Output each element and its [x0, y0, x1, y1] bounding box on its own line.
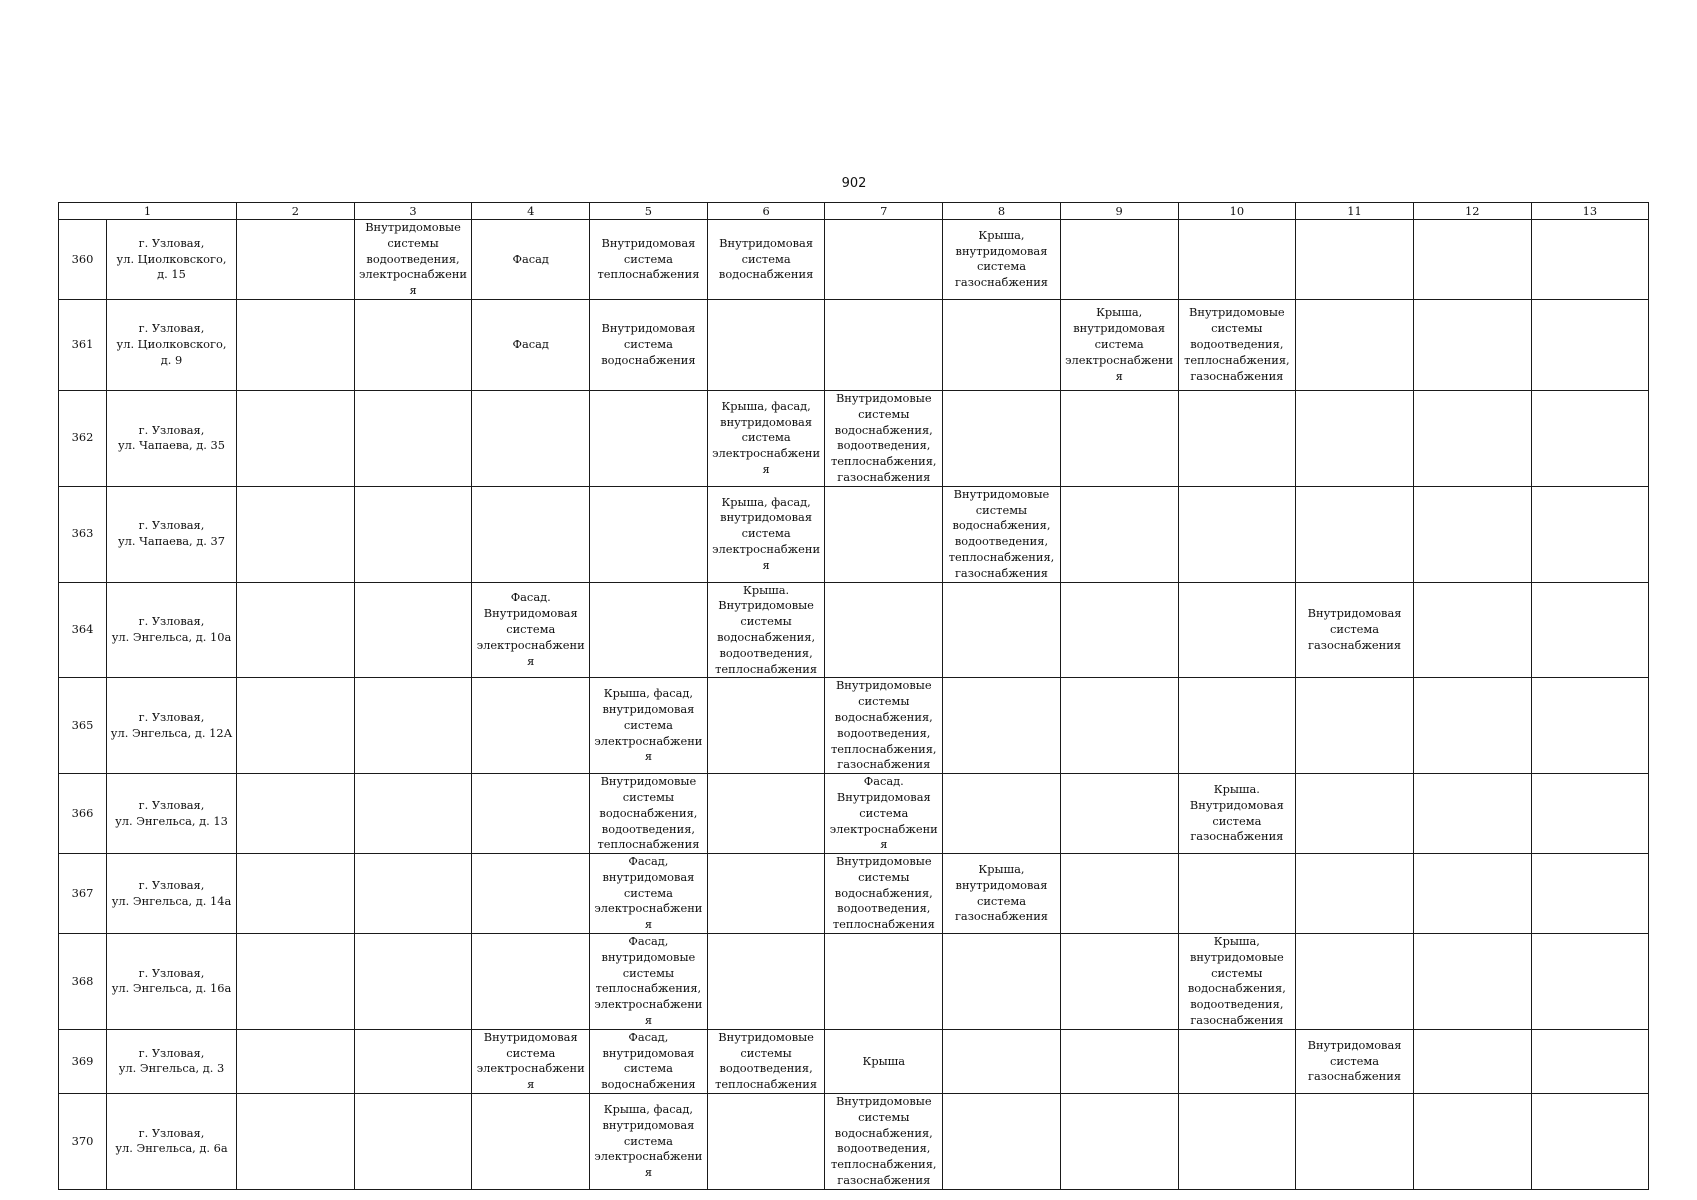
work-cell-col-13: [1531, 678, 1649, 774]
column-header-6: 6: [707, 203, 825, 220]
work-cell-col-13: [1531, 390, 1649, 486]
address-text: г. Узловая, ул. Энгельса, д. 10а: [111, 614, 232, 644]
column-header-3: 3: [354, 203, 472, 220]
work-cell-col-2: [237, 934, 355, 1030]
work-cell-col-12: [1413, 774, 1531, 854]
column-header-13: 13: [1531, 203, 1649, 220]
work-cell-col-11: [1296, 1094, 1414, 1190]
work-text: Крыша, внутридомовая система газоснабжения: [954, 227, 1048, 290]
address-text: г. Узловая, ул. Чапаева, д. 35: [117, 422, 226, 453]
work-cell-col-3: [354, 934, 472, 1030]
work-cell-col-9: [1060, 934, 1178, 1030]
work-cell-col-4: [472, 220, 590, 300]
work-cell-col-2: [237, 854, 355, 934]
work-text: Внутридомовые системы водоснабжения, водоотведения, теплоснабжения: [597, 774, 700, 852]
address-text: г. Узловая, ул. Энгельса, д. 6а: [115, 1125, 228, 1156]
work-cell-col-7: [825, 1029, 943, 1093]
work-cell-col-4: [472, 1029, 590, 1093]
work-text: Фасад: [512, 337, 549, 352]
work-text: Крыша: [862, 1053, 906, 1068]
table-row: [59, 1029, 1649, 1093]
work-text: Внутридомовые системы водоснабжения, водоотведения, теплоснабжения, газоснабжения: [948, 486, 1055, 580]
work-cell-col-2: [237, 1094, 355, 1190]
work-text: Крыша. Внутридомовая система газоснабжения: [1189, 782, 1284, 844]
work-cell-col-4: [472, 1094, 590, 1190]
work-text: Внутридомовые системы водоотведения, теплоснабжения, газоснабжения: [1184, 305, 1290, 383]
row-number: 363: [59, 486, 107, 582]
header-row: [59, 203, 1649, 220]
work-cell-col-9: [1060, 299, 1178, 390]
work-cell-col-9: [1060, 582, 1178, 678]
work-cell-col-12: [1413, 854, 1531, 934]
work-cell-col-4: [472, 582, 590, 678]
column-header-12: 12: [1413, 203, 1531, 220]
work-cell-col-12: [1413, 299, 1531, 390]
row-number: 365: [59, 678, 107, 774]
work-cell-col-11: [1296, 220, 1414, 300]
address-text: г. Узловая, ул. Энгельса, д. 13: [115, 797, 228, 828]
work-cell-col-7: [825, 299, 943, 390]
work-cell-col-3: [354, 486, 472, 582]
table-row: [59, 390, 1649, 486]
work-cell-col-8: [943, 1094, 1061, 1190]
work-cell-col-8: [943, 1029, 1061, 1093]
work-cell-col-8: [943, 854, 1061, 934]
work-cell-col-3: [354, 299, 472, 390]
work-cell-col-7: [825, 486, 943, 582]
work-cell-col-5: [590, 220, 708, 300]
table-row: [59, 299, 1649, 390]
row-number: 364: [59, 582, 107, 678]
work-cell-col-10: [1178, 486, 1296, 582]
work-cell-col-12: [1413, 1094, 1531, 1190]
work-cell-col-11: [1296, 582, 1414, 678]
work-cell-col-7: [825, 220, 943, 300]
work-cell-col-13: [1531, 220, 1649, 300]
work-cell-col-9: [1060, 854, 1178, 934]
work-text: Крыша, внутридомовая система газоснабжения: [954, 861, 1048, 924]
work-cell-col-12: [1413, 934, 1531, 1030]
work-cell-col-6: [707, 1094, 825, 1190]
work-cell-col-9: [1060, 1029, 1178, 1093]
column-header-9: 9: [1060, 203, 1178, 220]
work-cell-col-3: [354, 220, 472, 300]
work-cell-col-8: [943, 678, 1061, 774]
work-text: Фасад, внутридомовые системы теплоснабжения, электроснабжения: [594, 934, 703, 1028]
work-cell-col-9: [1060, 220, 1178, 300]
work-cell-col-6: [707, 299, 825, 390]
work-cell-col-12: [1413, 390, 1531, 486]
work-text: Фасад, внутридомовая система водоснабжения: [601, 1029, 696, 1092]
work-cell-col-8: [943, 934, 1061, 1030]
work-cell-col-3: [354, 854, 472, 934]
address-text: г. Узловая, ул. Циолковского, д. 15: [116, 235, 227, 282]
work-cell-col-3: [354, 678, 472, 774]
address-cell: [107, 678, 237, 774]
work-text: Крыша. Внутридомовые системы водоснабжения, водоотведения, теплоснабжения: [715, 582, 818, 676]
address-cell: [107, 299, 237, 390]
work-text: Фасад, внутридомовая система электроснабжения: [594, 854, 703, 932]
work-cell-col-5: [590, 854, 708, 934]
address-cell: [107, 220, 237, 300]
work-text: Внутридомовые системы водоснабжения, водоотведения, теплоснабжения, газоснабжения: [831, 1094, 937, 1188]
page-number: 902: [841, 176, 867, 191]
address-cell: [107, 582, 237, 678]
column-header-7: 7: [825, 203, 943, 220]
work-text: Крыша, фасад, внутридомовая система электроснабжения: [712, 494, 821, 572]
work-cell-col-4: [472, 678, 590, 774]
work-cell-col-13: [1531, 1094, 1649, 1190]
work-cell-col-9: [1060, 678, 1178, 774]
work-text: Крыша, внутридомовая система электроснабжения: [1065, 305, 1174, 383]
work-text: Внутридомовая система водоснабжения: [601, 321, 696, 367]
table-row: [59, 1094, 1649, 1190]
work-cell-col-7: [825, 774, 943, 854]
work-cell-col-4: [472, 299, 590, 390]
work-cell-col-10: [1178, 390, 1296, 486]
work-cell-col-6: [707, 934, 825, 1030]
work-text: Внутридомовые системы водоснабжения, водоотведения, теплоснабжения: [832, 854, 935, 932]
work-text: Внутридомовая система газоснабжения: [1307, 606, 1402, 652]
work-cell-col-8: [943, 486, 1061, 582]
address-text: г. Узловая, ул. Циолковского, д. 9: [116, 321, 227, 367]
work-cell-col-12: [1413, 582, 1531, 678]
work-text: Внутридомовая система теплоснабжения: [597, 235, 700, 282]
table-row: [59, 220, 1649, 300]
work-cell-col-10: [1178, 1094, 1296, 1190]
work-cell-col-8: [943, 220, 1061, 300]
table-header: [59, 203, 1649, 220]
address-cell: [107, 854, 237, 934]
work-cell-col-5: [590, 774, 708, 854]
work-cell-col-2: [237, 299, 355, 390]
work-cell-col-11: [1296, 854, 1414, 934]
work-cell-col-10: [1178, 582, 1296, 678]
work-text: Внутридомовая система водоснабжения: [718, 235, 814, 282]
work-cell-col-10: [1178, 1029, 1296, 1093]
row-number: 367: [59, 854, 107, 934]
work-cell-col-2: [237, 486, 355, 582]
work-text: Внутридомовая система электроснабжения: [476, 1029, 585, 1092]
work-cell-col-9: [1060, 1094, 1178, 1190]
work-cell-col-3: [354, 390, 472, 486]
work-cell-col-7: [825, 582, 943, 678]
table-row: [59, 934, 1649, 1030]
column-header-10: 10: [1178, 203, 1296, 220]
work-cell-col-5: [590, 678, 708, 774]
column-header-4: 4: [472, 203, 590, 220]
work-cell-col-6: [707, 774, 825, 854]
row-number: 366: [59, 774, 107, 854]
work-cell-col-10: [1178, 299, 1296, 390]
work-cell-col-7: [825, 1094, 943, 1190]
work-cell-col-6: [707, 582, 825, 678]
table-row: [59, 486, 1649, 582]
work-cell-col-13: [1531, 582, 1649, 678]
work-cell-col-7: [825, 678, 943, 774]
work-cell-col-2: [237, 390, 355, 486]
address-text: г. Узловая, ул. Энгельса, д. 16а: [111, 965, 232, 996]
work-cell-col-3: [354, 774, 472, 854]
work-cell-col-3: [354, 582, 472, 678]
work-cell-col-4: [472, 934, 590, 1030]
work-cell-col-6: [707, 678, 825, 774]
work-cell-col-4: [472, 390, 590, 486]
work-text: Внутридомовая система газоснабжения: [1307, 1037, 1402, 1084]
address-text: г. Узловая, ул. Энгельса, д. 3: [118, 1045, 225, 1076]
column-header-11: 11: [1296, 203, 1414, 220]
table-row: [59, 774, 1649, 854]
work-cell-col-11: [1296, 299, 1414, 390]
work-cell-col-8: [943, 582, 1061, 678]
work-cell-col-10: [1178, 854, 1296, 934]
work-cell-col-5: [590, 299, 708, 390]
work-cell-col-2: [237, 582, 355, 678]
address-text: г. Узловая, ул. Энгельса, д. 14а: [111, 877, 232, 908]
work-cell-col-4: [472, 854, 590, 934]
column-header-2: 2: [237, 203, 355, 220]
work-cell-col-2: [237, 1029, 355, 1093]
work-cell-col-6: [707, 390, 825, 486]
work-cell-col-13: [1531, 934, 1649, 1030]
work-cell-col-6: [707, 1029, 825, 1093]
column-header-1: 1: [59, 203, 237, 220]
work-text: Крыша, фасад, внутридомовая система электроснабжения: [712, 398, 821, 477]
work-cell-col-13: [1531, 854, 1649, 934]
work-cell-col-7: [825, 390, 943, 486]
work-text: Крыша, внутридомовые системы водоснабжения, водоотведения, газоснабжения: [1187, 934, 1286, 1028]
work-cell-col-6: [707, 220, 825, 300]
work-text: Внутридомовые системы водоснабжения, водоотведения, теплоснабжения, газоснабжения: [831, 390, 937, 484]
work-cell-col-11: [1296, 1029, 1414, 1093]
work-cell-col-11: [1296, 774, 1414, 854]
address-cell: [107, 1094, 237, 1190]
address-text: г. Узловая, ул. Энгельса, д. 12А: [110, 709, 233, 740]
work-cell-col-3: [354, 1029, 472, 1093]
work-cell-col-9: [1060, 774, 1178, 854]
work-cell-col-7: [825, 934, 943, 1030]
work-cell-col-3: [354, 1094, 472, 1190]
work-cell-col-7: [825, 854, 943, 934]
table-row: [59, 854, 1649, 934]
work-cell-col-2: [237, 774, 355, 854]
work-cell-col-10: [1178, 934, 1296, 1030]
work-text: Фасад: [512, 251, 549, 266]
work-cell-col-11: [1296, 486, 1414, 582]
work-cell-col-8: [943, 299, 1061, 390]
work-cell-col-4: [472, 774, 590, 854]
work-text: Внутридомовые системы водоотведения, электроснабжения: [359, 220, 467, 298]
work-cell-col-5: [590, 390, 708, 486]
work-text: Крыша, фасад, внутридомовая система электроснабжения: [594, 686, 703, 764]
work-cell-col-5: [590, 582, 708, 678]
work-cell-col-12: [1413, 486, 1531, 582]
work-cell-col-6: [707, 854, 825, 934]
address-text: г. Узловая, ул. Чапаева, д. 37: [117, 518, 226, 549]
row-number: 370: [59, 1094, 107, 1190]
work-cell-col-12: [1413, 678, 1531, 774]
work-cell-col-4: [472, 486, 590, 582]
work-text: Фасад. Внутридомовая система электроснабжения: [476, 590, 585, 668]
work-cell-col-13: [1531, 486, 1649, 582]
address-cell: [107, 774, 237, 854]
work-cell-col-9: [1060, 486, 1178, 582]
work-cell-col-10: [1178, 678, 1296, 774]
work-cell-col-11: [1296, 390, 1414, 486]
row-number: 361: [59, 299, 107, 390]
register-table: [58, 202, 1649, 1190]
work-cell-col-8: [943, 390, 1061, 486]
work-cell-col-10: [1178, 774, 1296, 854]
work-cell-col-2: [237, 678, 355, 774]
address-cell: [107, 1029, 237, 1093]
work-cell-col-2: [237, 220, 355, 300]
work-cell-col-5: [590, 1029, 708, 1093]
address-cell: [107, 934, 237, 1030]
work-text: Крыша, фасад, внутридомовая система электроснабжения: [594, 1101, 703, 1180]
work-cell-col-11: [1296, 678, 1414, 774]
row-number: 369: [59, 1029, 107, 1093]
work-cell-col-13: [1531, 774, 1649, 854]
work-cell-col-13: [1531, 1029, 1649, 1093]
address-cell: [107, 486, 237, 582]
table-body: [59, 220, 1649, 1190]
table-row: [59, 582, 1649, 678]
column-header-5: 5: [590, 203, 708, 220]
table-row: [59, 678, 1649, 774]
work-cell-col-13: [1531, 299, 1649, 390]
work-cell-col-6: [707, 486, 825, 582]
work-cell-col-10: [1178, 220, 1296, 300]
work-cell-col-9: [1060, 390, 1178, 486]
work-cell-col-12: [1413, 220, 1531, 300]
row-number: 360: [59, 220, 107, 300]
work-text: Фасад. Внутридомовая система электроснабжения: [829, 774, 938, 852]
row-number: 368: [59, 934, 107, 1030]
work-cell-col-12: [1413, 1029, 1531, 1093]
work-cell-col-8: [943, 774, 1061, 854]
work-text: Внутридомовые системы водоотведения, теплоснабжения: [715, 1029, 818, 1092]
work-cell-col-5: [590, 1094, 708, 1190]
row-number: 362: [59, 390, 107, 486]
address-cell: [107, 390, 237, 486]
column-header-8: 8: [943, 203, 1061, 220]
work-cell-col-5: [590, 486, 708, 582]
work-text: Внутридомовые системы водоснабжения, водоотведения, теплоснабжения, газоснабжения: [831, 678, 937, 772]
work-cell-col-11: [1296, 934, 1414, 1030]
work-cell-col-5: [590, 934, 708, 1030]
